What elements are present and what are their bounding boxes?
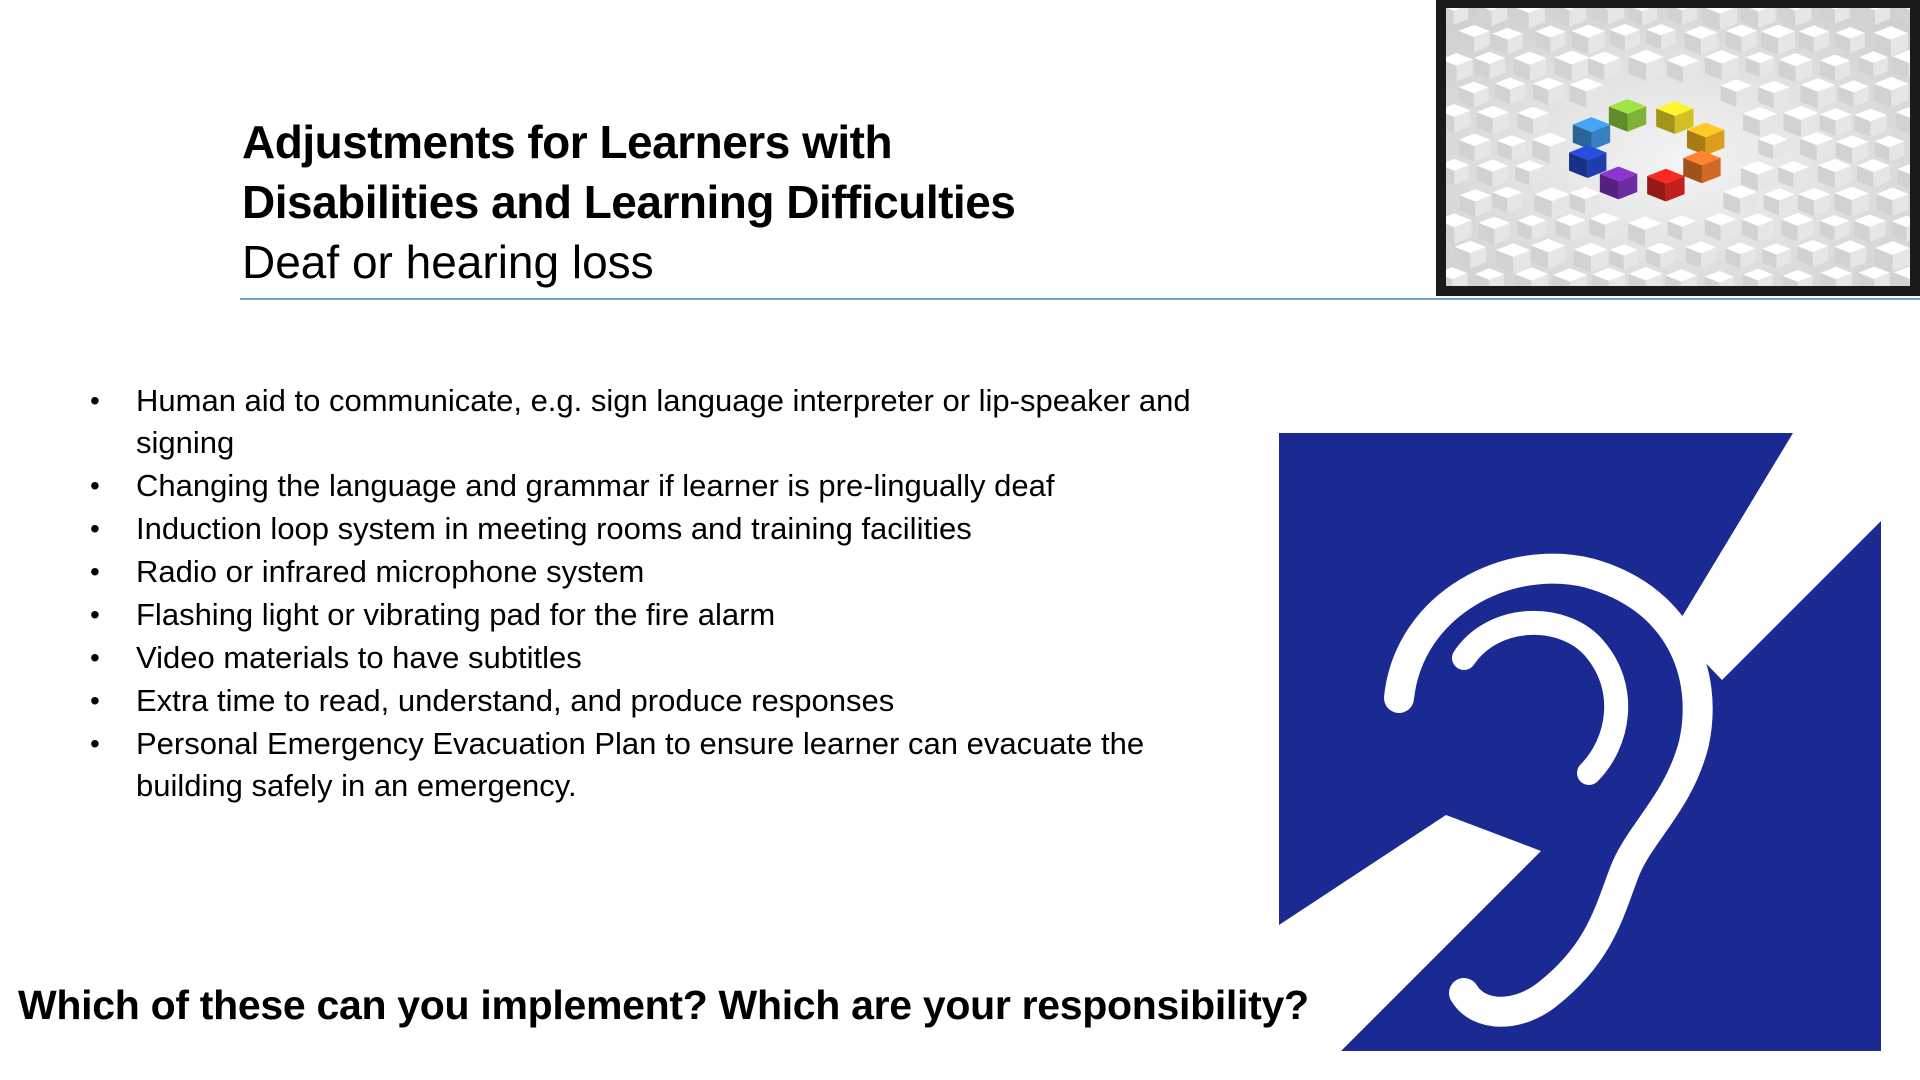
bullet-icon: • xyxy=(90,685,100,716)
list-item-text-continued: building safely in an emergency. xyxy=(136,768,577,803)
list-item xyxy=(88,380,1288,464)
bullet-icon: • xyxy=(90,385,100,416)
bullet-icon: • xyxy=(90,728,100,759)
list-item xyxy=(88,465,1288,507)
list-item xyxy=(88,508,1288,550)
title-divider xyxy=(240,298,1920,300)
list-item xyxy=(88,723,1288,807)
list-item xyxy=(88,680,1288,722)
ear-icon xyxy=(1279,433,1881,1051)
list-item xyxy=(88,637,1288,679)
list-item-text: Changing the language and grammar if learner is pre-lingually deaf xyxy=(136,468,1055,503)
closing-question: Which of these can you implement? Which are your responsibility? xyxy=(18,982,1309,1028)
list-item-text: Video materials to have subtitles xyxy=(136,640,582,675)
bullet-icon: • xyxy=(90,513,100,544)
bullet-icon: • xyxy=(90,470,100,501)
cubes-illustration xyxy=(1446,8,1910,286)
hearing-loss-sign xyxy=(1279,433,1881,1051)
list-item xyxy=(88,551,1288,593)
cubes-image xyxy=(1436,0,1920,296)
list-item-text-continued: signing xyxy=(136,425,235,460)
bullet-icon: • xyxy=(90,642,100,673)
list-item-text: Personal Emergency Evacuation Plan to ensure learner can evacuate the xyxy=(136,726,1145,761)
list-item-text: Extra time to read, understand, and produce responses xyxy=(136,683,895,718)
title-line-1: Adjustments for Learners with xyxy=(242,116,893,168)
bullet-icon: • xyxy=(90,599,100,630)
list-item-text: Flashing light or vibrating pad for the fire alarm xyxy=(136,597,776,632)
list-item-text: Induction loop system in meeting rooms and training facilities xyxy=(136,511,972,546)
slide-subtitle: Deaf or hearing loss xyxy=(242,236,654,288)
list-item-text: Radio or infrared microphone system xyxy=(136,554,645,589)
slide-title xyxy=(242,112,1422,292)
adjustments-list xyxy=(88,380,1288,808)
title-line-2: Disabilities and Learning Difficulties xyxy=(242,176,1016,228)
list-item xyxy=(88,594,1288,636)
bullet-icon: • xyxy=(90,556,100,587)
list-item-text: Human aid to communicate, e.g. sign language interpreter or lip-speaker and xyxy=(136,383,1191,418)
